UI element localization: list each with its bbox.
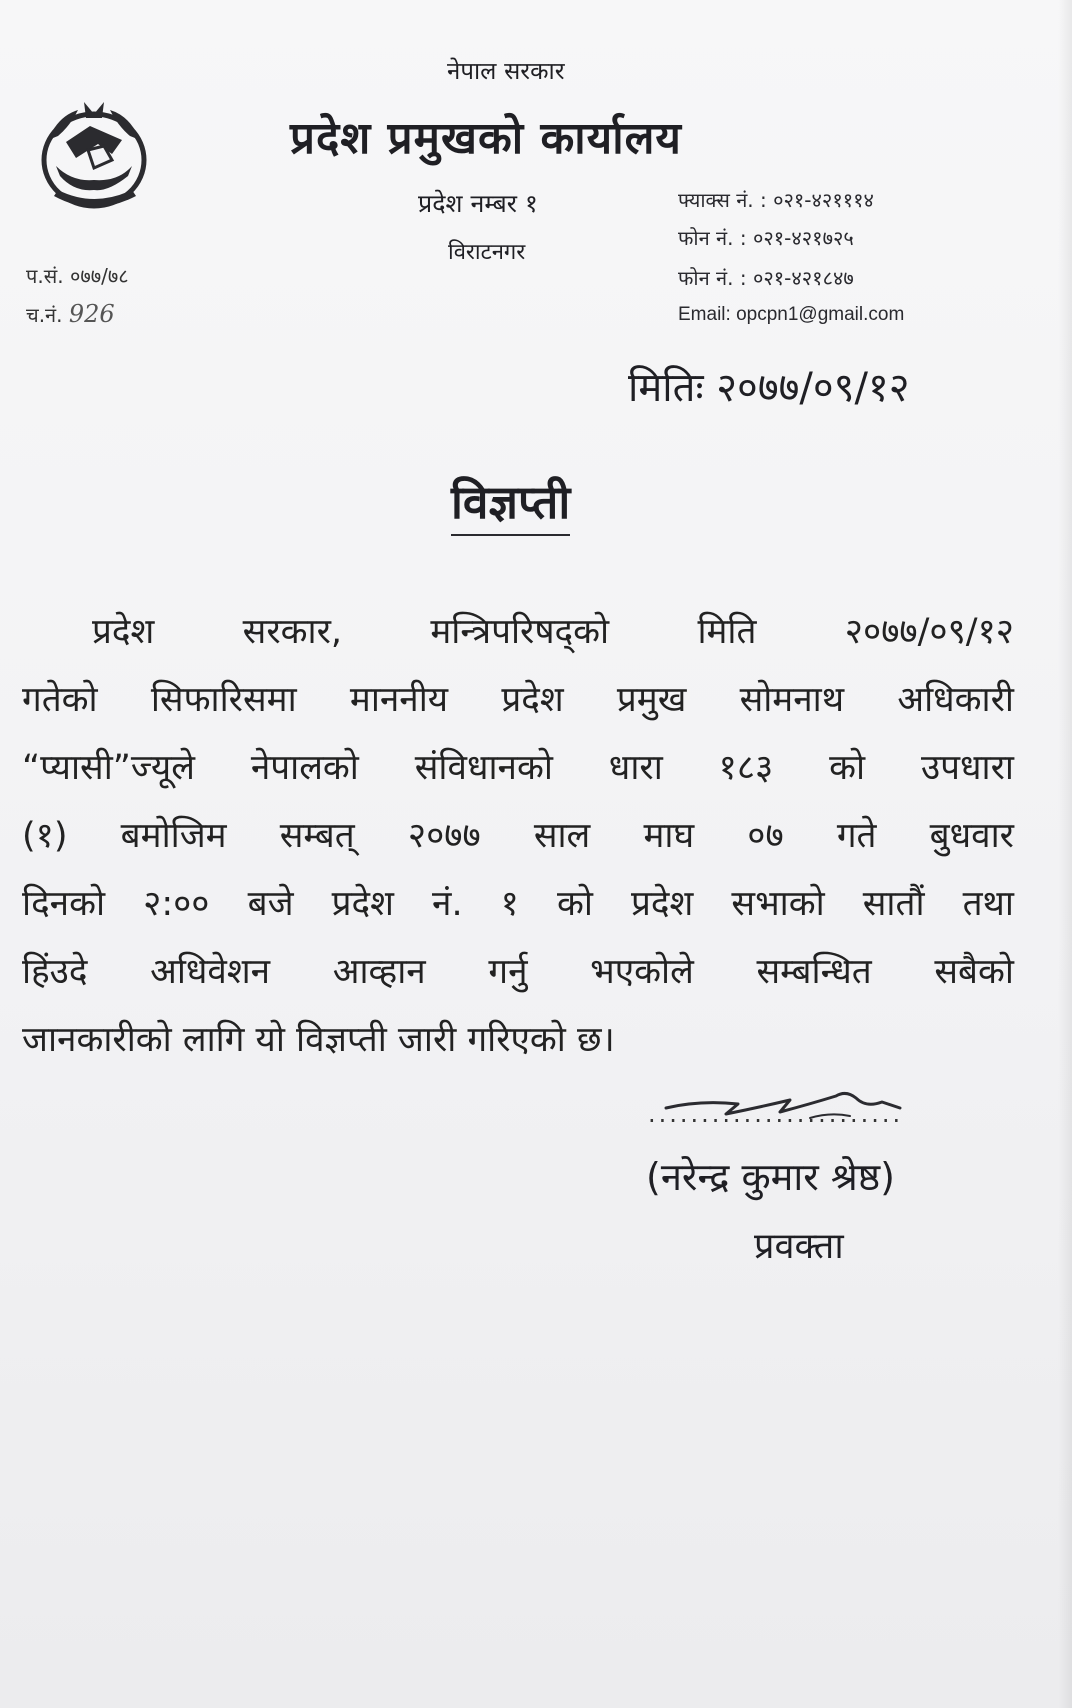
page-edge-shadow [1058,0,1072,1708]
office-name: प्रदेश प्रमुखको कार्यालय [290,113,682,164]
notice-date: मितिः २०७७/०९/१२ [628,365,910,411]
body-line-3: “प्यासी”ज्यूले नेपालको संविधानको धारा १८३ को उपधारा [22,748,1014,788]
phone-number-1: फोन नं. : ०२१-४२१७२५ [678,226,854,250]
fiscal-year-reference: प.सं. ०७७/७८ [26,264,129,288]
signatory-name: (नरेन्द्र कुमार श्रेष्ठ) [646,1155,895,1199]
body-line-6: हिंउदे अधिवेशन आव्हान गर्नु भएकोले सम्बन्धित सबैको [22,952,1014,992]
city-name: विराटनगर [448,240,526,265]
notice-body [22,598,1014,1074]
body-line-2: गतेको सिफारिसमा माननीय प्रदेश प्रमुख सोमनाथ अधिकारी [22,680,1014,720]
body-line-7: जानकारीको लागि यो विज्ञप्ती जारी गरिएको छ। [22,1020,615,1060]
signatory-designation: प्रवक्ता [754,1226,844,1267]
body-line-4: (१) बमोजिम सम्बत् २०७७ साल माघ ०७ गते बुधवार [22,816,1014,856]
phone-number-2: फोन नं. : ०२१-४२१८४७ [678,266,854,290]
body-line-1: प्रदेश सरकार, मन्त्रिपरिषद्को मिति २०७७/०९/१२ [92,612,1014,652]
province-name: प्रदेश नम्बर १ [418,189,538,218]
notice-title: विज्ञप्ती [451,470,570,536]
dispatch-number: 926 [68,300,115,328]
fax-number: फ्याक्स नं. : ०२१-४२१११४ [678,188,874,212]
government-name: नेपाल सरकार [447,57,565,85]
body-line-5: दिनको २:०० बजे प्रदेश नं. १ को प्रदेश सभाको सातौं तथा [22,884,1014,924]
signature-dotted-line: ........................ [648,1100,904,1128]
dispatch-label: च.नं. [26,303,63,327]
dispatch-reference [26,300,115,328]
nepal-government-emblem-icon [28,96,163,216]
email-address: Email: opcpn1@gmail.com [678,304,905,325]
